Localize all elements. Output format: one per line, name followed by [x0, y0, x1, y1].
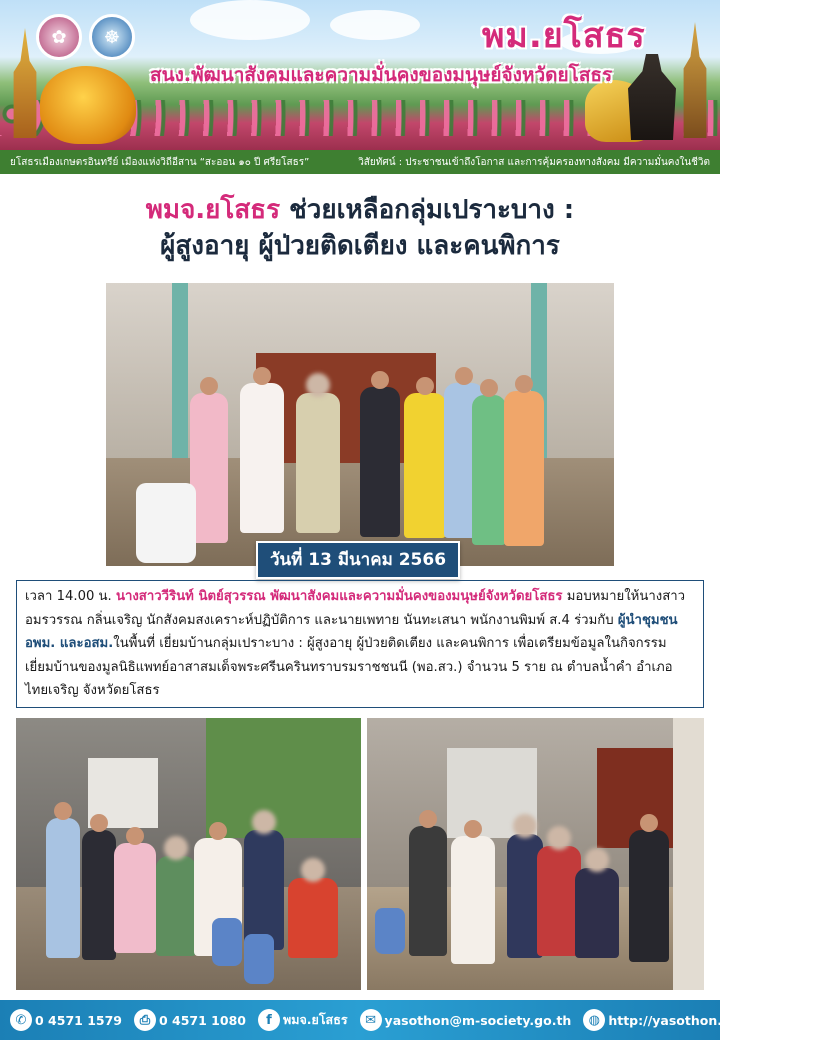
person-figure	[288, 878, 338, 958]
person-figure	[46, 818, 80, 958]
toad-statue-image	[40, 66, 136, 144]
headline-line-2: ผู้สูงอายุ ผู้ป่วยติดเตียง และคนพิการ	[160, 231, 560, 261]
photo-pillar	[172, 283, 188, 458]
person-figure	[504, 391, 544, 546]
person-figure	[575, 868, 619, 958]
photo-pillar	[673, 718, 704, 990]
footer-email[interactable]	[360, 1009, 572, 1031]
water-bottle	[244, 934, 274, 984]
headline-line-1-text: ช่วยเหลือกลุ่มเปราะบาง :	[280, 195, 575, 225]
person-figure	[629, 830, 669, 962]
person-figure	[244, 830, 284, 950]
contact-footer	[0, 1000, 836, 1040]
home-visit-photo-1	[16, 718, 361, 990]
phone-number: 0 4571 1579	[35, 1012, 122, 1028]
cloud-decoration	[190, 0, 310, 40]
footer-phone[interactable]	[10, 1009, 122, 1031]
headline-line-1	[0, 192, 720, 228]
slogan-right: วิสัยทัศน์ : ประชาชนเข้าถึงโอกาส และการคุ้มครองทางสังคม มีความมั่นคงในชีวิต	[358, 156, 710, 168]
person-figure	[296, 393, 340, 533]
person-figure	[472, 395, 506, 545]
person-figure	[82, 830, 116, 960]
cloud-decoration	[330, 10, 420, 40]
body-official-name: นางสาววีรินท์ นิตย์สุวรรณ พัฒนาสังคมและความมั่นคงของมนุษย์จังหวัดยโสธร	[115, 589, 563, 604]
body-community-leaders: ผู้นำชุมชน อพม. และอสม.	[25, 612, 678, 651]
phone-icon: ✆	[10, 1009, 32, 1031]
fax-icon: ⎙	[134, 1009, 156, 1031]
footer-fax[interactable]	[134, 1009, 246, 1031]
person-figure	[114, 843, 156, 953]
person-figure	[409, 826, 447, 956]
date-badge: วันที่ 13 มีนาคม 2566	[256, 541, 460, 579]
water-bottle	[212, 918, 242, 966]
person-figure	[404, 393, 446, 538]
person-figure	[360, 387, 400, 537]
person-figure	[451, 836, 495, 964]
facebook-page: พมจ.ยโสธร	[282, 1012, 348, 1027]
brand-title: พม.ยโสธร	[482, 16, 646, 56]
person-figure	[156, 856, 196, 956]
email-address: yasothon@m-society.go.th	[384, 1012, 572, 1028]
home-visit-photo-2	[367, 718, 704, 990]
headline-accent: พมจ.ยโสธร	[145, 195, 281, 225]
body-assignment: มอบหมายให้นางสาวอมรวรรณ กลิ่นเจริญ นักสังคมสงเคราะห์ปฏิบัติการ และนายเพทาย นันทะเสนา พนักงานพิมพ์ ส.4 ร่วมกับ	[25, 589, 686, 628]
globe-icon: ◍	[583, 1009, 605, 1031]
ministry-logo-icon: ✿	[36, 14, 82, 60]
facebook-icon: f	[258, 1009, 280, 1031]
province-logo-icon: ☸	[89, 14, 135, 60]
email-icon: ✉	[360, 1009, 382, 1031]
person-figure	[240, 383, 284, 533]
footer-facebook[interactable]	[258, 1009, 348, 1031]
body-time: เวลา 14.00 น.	[25, 589, 116, 604]
website-link: http://yasothon.m-society.go.th/	[608, 1012, 836, 1028]
slogan-bar	[0, 150, 720, 174]
fax-number: 0 4571 1080	[158, 1012, 246, 1028]
plastic-chair	[136, 483, 196, 563]
body-details: ในพื้นที่ เยี่ยมบ้านกลุ่มเปราะบาง : ผู้สูงอายุ ผู้ป่วยติดเตียง และคนพิการ เพื่อเตรียมข้อมูลในกิจกรรมเยี่ยมบ้านของมูลนิธิแพทย์อาสาสมเด็จพระศรีนครินทราบรมราชชนนี (พอ.สว.) จำนวน 5 ราย ณ ตำบลน้ำคำ อำเภอไทยเจริญ จังหวัดยโสธร	[25, 636, 673, 698]
agency-name: สนง.พัฒนาสังคมและความมั่นคงของมนุษย์จังหวัดยโสธร	[150, 64, 613, 86]
main-group-photo	[106, 283, 614, 566]
footer-website[interactable]	[583, 1009, 836, 1031]
headline	[0, 192, 720, 264]
trees-background	[206, 718, 361, 838]
news-body	[16, 580, 704, 708]
slogan-left: ยโสธรเมืองเกษตรอินทรีย์ เมืองแห่งวิถีอีสาน “สะออน ๑๐ ปี ศรียโสธร”	[10, 156, 310, 168]
header-banner	[0, 0, 720, 150]
water-bottle	[375, 908, 405, 954]
